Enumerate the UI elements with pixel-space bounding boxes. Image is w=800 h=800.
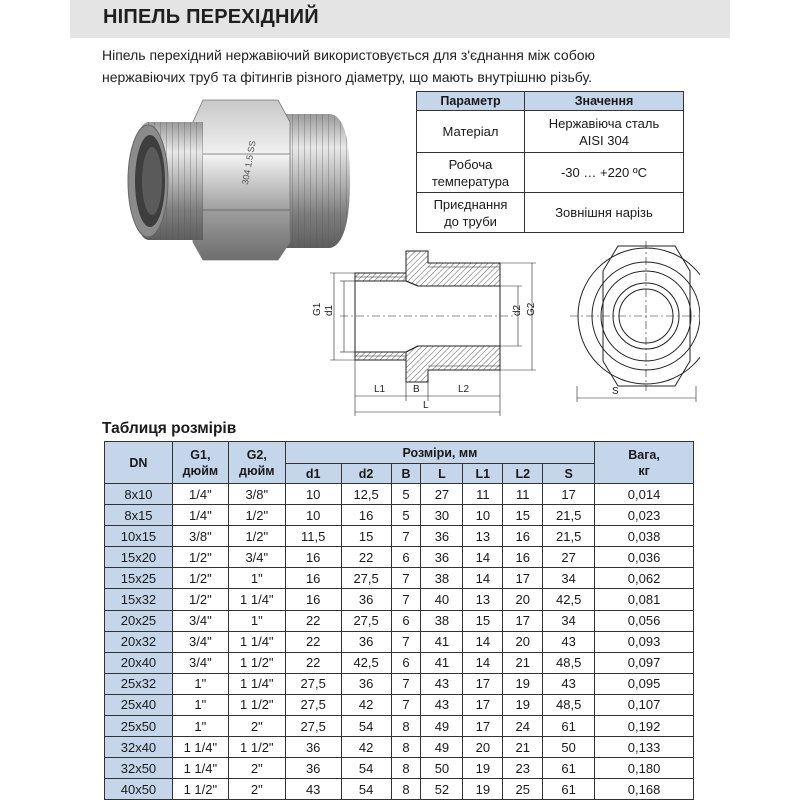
cell-weight: 0,014	[595, 484, 694, 505]
cell-l2: 20	[503, 631, 543, 652]
cell-dn: 25x40	[105, 694, 173, 715]
param-value: -30 … +220 ºC	[525, 153, 684, 193]
table-row	[105, 589, 694, 610]
cell-dn: 20x32	[105, 631, 173, 652]
cell-d1: 10	[285, 505, 341, 526]
cell-l1: 17	[463, 716, 503, 737]
cell-l2: 17	[503, 610, 543, 631]
cell-g1: 1 1/2"	[172, 779, 228, 800]
cell-d2: 36	[341, 631, 391, 652]
cell-g2: 1"	[228, 610, 285, 631]
label-g1: G1	[312, 302, 323, 316]
cell-g2: 1 1/2"	[228, 694, 285, 715]
cell-dn: 8x10	[105, 484, 173, 505]
cell-dn: 20x25	[105, 610, 173, 631]
cell-l: 36	[421, 547, 463, 568]
cell-d2: 36	[341, 673, 391, 694]
cell-l1: 14	[463, 631, 503, 652]
cell-b: 6	[391, 652, 421, 673]
cell-weight: 0,093	[595, 631, 694, 652]
table-row	[105, 737, 694, 758]
table-row	[105, 568, 694, 589]
cell-l: 36	[421, 526, 463, 547]
page-title: НІПЕЛЬ ПЕРЕХІДНИЙ	[103, 6, 319, 28]
cell-d2: 27,5	[341, 610, 391, 631]
cell-weight: 0,062	[595, 568, 694, 589]
cell-b: 7	[391, 631, 421, 652]
photo-marking: 304 1.5 SS	[240, 139, 258, 186]
table-row	[105, 505, 694, 526]
header-l1: L1	[463, 464, 503, 484]
table-row	[105, 716, 694, 737]
cell-weight: 0,095	[595, 673, 694, 694]
cell-l2: 19	[503, 673, 543, 694]
cell-l: 40	[421, 589, 463, 610]
cell-d2: 54	[341, 716, 391, 737]
table-row	[105, 484, 694, 505]
param-header-parameter: Параметр	[417, 92, 525, 111]
header-l2: L2	[503, 464, 543, 484]
cell-s: 21,5	[543, 526, 595, 547]
cell-d1: 27,5	[285, 673, 341, 694]
cell-s: 34	[543, 610, 595, 631]
cell-weight: 0,081	[595, 589, 694, 610]
cell-d2: 16	[341, 505, 391, 526]
cell-g1: 3/8"	[172, 526, 228, 547]
table-row	[105, 526, 694, 547]
cell-l1: 14	[463, 547, 503, 568]
cell-g1: 1/4"	[172, 484, 228, 505]
cell-l1: 17	[463, 694, 503, 715]
cell-l1: 19	[463, 779, 503, 800]
title-band	[70, 0, 730, 38]
cell-g1: 1 1/4"	[172, 758, 228, 779]
cell-g2: 3/4"	[228, 547, 285, 568]
cell-weight: 0,056	[595, 610, 694, 631]
cell-dn: 15x20	[105, 547, 173, 568]
cell-b: 7	[391, 568, 421, 589]
cell-l2: 21	[503, 737, 543, 758]
cell-l1: 20	[463, 737, 503, 758]
cell-g1: 1/4"	[172, 505, 228, 526]
label-d1: d1	[324, 304, 335, 316]
header-g1: G1, дюйм	[172, 442, 228, 484]
cell-l1: 11	[463, 484, 503, 505]
cell-s: 27	[543, 547, 595, 568]
param-value: Нержавіюча сталь AISI 304	[525, 111, 684, 153]
cell-b: 7	[391, 589, 421, 610]
cell-l: 43	[421, 694, 463, 715]
table-row	[105, 610, 694, 631]
cell-d2: 54	[341, 779, 391, 800]
cell-d2: 42	[341, 694, 391, 715]
cell-g1: 1 1/4"	[172, 737, 228, 758]
cell-d2: 36	[341, 589, 391, 610]
cell-b: 7	[391, 673, 421, 694]
cell-dn: 40x50	[105, 779, 173, 800]
cell-g1: 1"	[172, 716, 228, 737]
side-view	[340, 251, 515, 382]
cell-s: 17	[543, 484, 595, 505]
param-value: Зовнішня нарізь	[525, 193, 684, 233]
cell-g1: 1"	[172, 694, 228, 715]
cell-s: 48,5	[543, 694, 595, 715]
cell-d1: 43	[285, 779, 341, 800]
cell-b: 7	[391, 526, 421, 547]
cell-dn: 20x40	[105, 652, 173, 673]
header-weight: Вага, кг	[595, 442, 694, 484]
cell-g2: 1 1/2"	[228, 652, 285, 673]
cell-l1: 17	[463, 673, 503, 694]
cell-l2: 21	[503, 652, 543, 673]
cell-s: 21,5	[543, 505, 595, 526]
table-row	[105, 652, 694, 673]
cell-g2: 2"	[228, 716, 285, 737]
cell-l2: 19	[503, 694, 543, 715]
cell-l1: 14	[463, 652, 503, 673]
end-view	[570, 241, 700, 391]
header-d1: d1	[285, 464, 341, 484]
cell-l2: 16	[503, 526, 543, 547]
cell-b: 5	[391, 505, 421, 526]
intro-line-1: Ніпель перехідний нержавіючий використовується для з'єднання між собою	[102, 47, 595, 63]
cell-weight: 0,192	[595, 716, 694, 737]
cell-b: 7	[391, 694, 421, 715]
cell-l1: 15	[463, 610, 503, 631]
cell-weight: 0,180	[595, 758, 694, 779]
cell-s: 48,5	[543, 652, 595, 673]
cell-dn: 25x32	[105, 673, 173, 694]
cell-g2: 1"	[228, 568, 285, 589]
intro-text	[102, 44, 702, 88]
cell-weight: 0,023	[595, 505, 694, 526]
cell-l2: 24	[503, 716, 543, 737]
cell-d1: 22	[285, 631, 341, 652]
cell-g1: 1/2"	[172, 589, 228, 610]
cell-g1: 1/2"	[172, 568, 228, 589]
cell-g2: 2"	[228, 758, 285, 779]
cell-l2: 16	[503, 547, 543, 568]
cell-b: 5	[391, 484, 421, 505]
header-dimensions: Розміри, мм	[285, 442, 594, 464]
cell-d1: 22	[285, 610, 341, 631]
param-header-value: Значення	[525, 92, 684, 111]
label-d2: d2	[512, 304, 523, 316]
header-l: L	[421, 464, 463, 484]
cell-g1: 3/4"	[172, 631, 228, 652]
cell-d1: 36	[285, 758, 341, 779]
header-s: S	[543, 464, 595, 484]
cell-l2: 20	[503, 589, 543, 610]
cell-b: 6	[391, 547, 421, 568]
cell-s: 43	[543, 673, 595, 694]
cell-l: 52	[421, 779, 463, 800]
cell-dn: 15x25	[105, 568, 173, 589]
cell-weight: 0,107	[595, 694, 694, 715]
cell-g2: 3/8"	[228, 484, 285, 505]
table-row	[105, 779, 694, 800]
cell-dn: 10x15	[105, 526, 173, 547]
cell-dn: 32x40	[105, 737, 173, 758]
cell-g1: 3/4"	[172, 610, 228, 631]
cell-s: 61	[543, 758, 595, 779]
cell-l1: 14	[463, 568, 503, 589]
technical-drawing	[300, 236, 700, 426]
cell-d1: 27,5	[285, 694, 341, 715]
label-l1: L1	[374, 384, 386, 395]
table-row	[417, 193, 684, 233]
cell-s: 43	[543, 631, 595, 652]
cell-g2: 1 1/4"	[228, 631, 285, 652]
header-dn: DN	[105, 442, 173, 484]
cell-l: 49	[421, 716, 463, 737]
cell-g2: 1/2"	[228, 526, 285, 547]
cell-l2: 17	[503, 568, 543, 589]
table-row	[105, 758, 694, 779]
table-row	[417, 153, 684, 193]
table-row	[105, 631, 694, 652]
cell-d1: 27,5	[285, 716, 341, 737]
cell-s: 34	[543, 568, 595, 589]
cell-d2: 22	[341, 547, 391, 568]
cell-b: 8	[391, 737, 421, 758]
header-d2: d2	[341, 464, 391, 484]
cell-l: 27	[421, 484, 463, 505]
cell-d1: 36	[285, 737, 341, 758]
cell-l1: 13	[463, 589, 503, 610]
table-row	[105, 694, 694, 715]
cell-dn: 15x32	[105, 589, 173, 610]
cell-l1: 19	[463, 758, 503, 779]
cell-g1: 1"	[172, 673, 228, 694]
cell-d2: 42	[341, 737, 391, 758]
cell-dn: 32x50	[105, 758, 173, 779]
cell-weight: 0,036	[595, 547, 694, 568]
label-b: B	[413, 384, 420, 395]
size-table-title: Таблиця розмірів	[102, 420, 237, 437]
cell-b: 8	[391, 716, 421, 737]
cell-b: 8	[391, 758, 421, 779]
cell-s: 61	[543, 779, 595, 800]
cell-l2: 11	[503, 484, 543, 505]
cell-weight: 0,038	[595, 526, 694, 547]
table-row	[417, 111, 684, 153]
cell-s: 61	[543, 716, 595, 737]
cell-l: 43	[421, 673, 463, 694]
cell-d2: 12,5	[341, 484, 391, 505]
param-name: Робоча температура	[417, 153, 525, 193]
cell-s: 42,5	[543, 589, 595, 610]
param-name: Приєднання до труби	[417, 193, 525, 233]
cell-g2: 2"	[228, 779, 285, 800]
cell-l: 38	[421, 610, 463, 631]
cell-d1: 16	[285, 589, 341, 610]
cell-weight: 0,168	[595, 779, 694, 800]
cell-l: 38	[421, 568, 463, 589]
cell-l1: 10	[463, 505, 503, 526]
label-g2: G2	[526, 302, 537, 316]
cell-g1: 3/4"	[172, 652, 228, 673]
cell-g2: 1 1/2"	[228, 737, 285, 758]
cell-weight: 0,097	[595, 652, 694, 673]
size-table-body	[105, 484, 694, 800]
label-l2: L2	[458, 384, 470, 395]
cell-l: 30	[421, 505, 463, 526]
cell-b: 8	[391, 779, 421, 800]
cell-d1: 10	[285, 484, 341, 505]
parameter-table	[416, 91, 684, 233]
cell-dn: 8x15	[105, 505, 173, 526]
label-l: L	[423, 400, 429, 411]
cell-d2: 42,5	[341, 652, 391, 673]
cell-l: 41	[421, 652, 463, 673]
cell-l: 41	[421, 631, 463, 652]
cell-d1: 22	[285, 652, 341, 673]
intro-line-2: нержавіючих труб та фітингів різного діаметру, що мають внутрішню різьбу.	[102, 69, 592, 85]
cell-l2: 23	[503, 758, 543, 779]
table-row	[105, 673, 694, 694]
cell-l1: 13	[463, 526, 503, 547]
cell-g1: 1/2"	[172, 547, 228, 568]
cell-l: 50	[421, 758, 463, 779]
cell-dn: 25x50	[105, 716, 173, 737]
header-g2: G2, дюйм	[228, 442, 285, 484]
table-row	[105, 547, 694, 568]
cell-weight: 0,133	[595, 737, 694, 758]
header-b: B	[391, 464, 421, 484]
cell-d2: 15	[341, 526, 391, 547]
cell-l2: 25	[503, 779, 543, 800]
cell-d2: 27,5	[341, 568, 391, 589]
cell-g2: 1 1/4"	[228, 673, 285, 694]
cell-l: 49	[421, 737, 463, 758]
cell-l2: 15	[503, 505, 543, 526]
param-name: Матеріал	[417, 111, 525, 153]
cell-s: 50	[543, 737, 595, 758]
cell-d1: 16	[285, 568, 341, 589]
cell-g2: 1 1/4"	[228, 589, 285, 610]
cell-d2: 54	[341, 758, 391, 779]
cell-d1: 11,5	[285, 526, 341, 547]
cell-g2: 1/2"	[228, 505, 285, 526]
cell-d1: 16	[285, 547, 341, 568]
label-s: S	[612, 386, 619, 397]
size-table	[104, 441, 694, 800]
cell-b: 6	[391, 610, 421, 631]
